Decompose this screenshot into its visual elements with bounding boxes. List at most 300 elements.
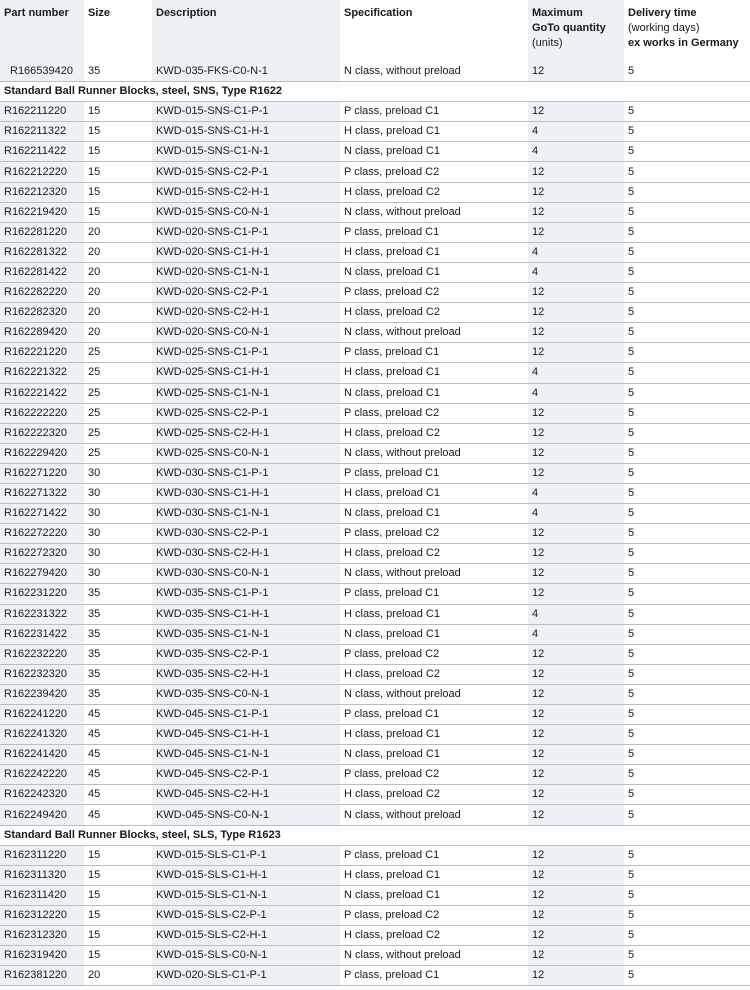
size-cell: 15 [84, 845, 152, 865]
description-cell: KWD-035-SNS-C2-P-1 [152, 644, 340, 664]
table-row [0, 303, 750, 323]
size-cell: 35 [84, 624, 152, 644]
delivery-cell: 5 [624, 102, 750, 122]
delivery-cell: 5 [624, 725, 750, 745]
quantity-cell: 12 [528, 946, 624, 966]
size-cell: 15 [84, 865, 152, 885]
table-row [0, 725, 750, 745]
part-number-cell: R162271322 [0, 483, 84, 503]
part-number-cell: R162222220 [0, 403, 84, 423]
size-cell: 35 [84, 604, 152, 624]
header-max-quantity: Maximum GoTo quantity (units) [528, 0, 624, 62]
table-row [0, 966, 750, 986]
quantity-cell: 4 [528, 604, 624, 624]
specification-cell: N class, without preload [340, 202, 528, 222]
size-cell: 15 [84, 162, 152, 182]
part-number-cell: R162281422 [0, 262, 84, 282]
table-row [0, 885, 750, 905]
table-row [0, 463, 750, 483]
size-cell: 35 [84, 664, 152, 684]
specification-cell: P class, preload C1 [340, 102, 528, 122]
table-row [0, 705, 750, 725]
part-number-cell: R162239420 [0, 684, 84, 704]
table-row [0, 684, 750, 704]
table-row [0, 564, 750, 584]
description-cell: KWD-020-SNS-C2-H-1 [152, 303, 340, 323]
size-cell: 35 [84, 684, 152, 704]
delivery-cell: 5 [624, 443, 750, 463]
part-number-cell: R162219420 [0, 202, 84, 222]
size-cell: 35 [84, 62, 152, 82]
part-number-cell: R162311220 [0, 845, 84, 865]
size-cell: 15 [84, 182, 152, 202]
size-cell: 15 [84, 102, 152, 122]
specification-cell: N class, without preload [340, 62, 528, 82]
specification-cell: N class, without preload [340, 443, 528, 463]
header-size: Size [88, 7, 111, 19]
table-row [0, 845, 750, 865]
specification-cell: N class, without preload [340, 684, 528, 704]
description-cell: KWD-045-SNS-C2-H-1 [152, 785, 340, 805]
description-cell: KWD-035-SNS-C1-P-1 [152, 584, 340, 604]
size-cell: 15 [84, 946, 152, 966]
size-cell: 30 [84, 524, 152, 544]
specification-cell: H class, preload C1 [340, 363, 528, 383]
part-number-cell: R162281322 [0, 242, 84, 262]
delivery-cell: 5 [624, 262, 750, 282]
size-cell: 15 [84, 926, 152, 946]
specification-cell: P class, preload C2 [340, 644, 528, 664]
description-cell: KWD-030-SNS-C2-P-1 [152, 524, 340, 544]
description-cell: KWD-020-SNS-C2-P-1 [152, 283, 340, 303]
description-cell: KWD-015-SNS-C1-H-1 [152, 122, 340, 142]
specification-cell: H class, preload C1 [340, 725, 528, 745]
part-number-cell: R162211220 [0, 102, 84, 122]
specification-cell: H class, preload C1 [340, 865, 528, 885]
specification-cell: N class, preload C1 [340, 885, 528, 905]
size-cell: 45 [84, 785, 152, 805]
quantity-cell: 12 [528, 182, 624, 202]
quantity-cell: 12 [528, 323, 624, 343]
table-row [0, 483, 750, 503]
specification-cell: P class, preload C1 [340, 222, 528, 242]
delivery-cell: 5 [624, 242, 750, 262]
delivery-cell: 5 [624, 765, 750, 785]
size-cell: 35 [84, 644, 152, 664]
table-row [0, 765, 750, 785]
quantity-cell: 12 [528, 303, 624, 323]
specification-cell: N class, preload C1 [340, 745, 528, 765]
delivery-cell: 5 [624, 865, 750, 885]
quantity-cell: 12 [528, 463, 624, 483]
part-number-cell: R162232220 [0, 644, 84, 664]
quantity-cell: 4 [528, 624, 624, 644]
part-number-cell: R162212320 [0, 182, 84, 202]
part-number-cell: R162282220 [0, 283, 84, 303]
quantity-cell: 12 [528, 885, 624, 905]
delivery-cell: 5 [624, 624, 750, 644]
description-cell: KWD-030-SNS-C1-P-1 [152, 463, 340, 483]
specification-cell: N class, without preload [340, 805, 528, 825]
size-cell: 45 [84, 705, 152, 725]
delivery-cell: 5 [624, 383, 750, 403]
part-number-cell: R162212220 [0, 162, 84, 182]
delivery-cell: 5 [624, 664, 750, 684]
table-row [0, 504, 750, 524]
specification-cell: P class, preload C1 [340, 966, 528, 986]
part-number-cell: R162242320 [0, 785, 84, 805]
table-row [0, 283, 750, 303]
specification-cell: P class, preload C1 [340, 343, 528, 363]
part-number-cell: R162231220 [0, 584, 84, 604]
delivery-cell: 5 [624, 845, 750, 865]
table-row [0, 624, 750, 644]
size-cell: 25 [84, 383, 152, 403]
size-cell: 30 [84, 504, 152, 524]
delivery-cell: 5 [624, 182, 750, 202]
delivery-cell: 5 [624, 403, 750, 423]
quantity-cell: 12 [528, 684, 624, 704]
size-cell: 15 [84, 122, 152, 142]
specification-cell: H class, preload C2 [340, 664, 528, 684]
part-number-cell: R162211422 [0, 142, 84, 162]
specification-cell: N class, without preload [340, 564, 528, 584]
description-cell: KWD-045-SNS-C1-N-1 [152, 745, 340, 765]
section-heading-row [0, 825, 750, 845]
size-cell: 20 [84, 262, 152, 282]
description-cell: KWD-015-SNS-C0-N-1 [152, 202, 340, 222]
table-row [0, 745, 750, 765]
description-cell: KWD-015-SNS-C2-H-1 [152, 182, 340, 202]
quantity-cell: 12 [528, 202, 624, 222]
size-cell: 45 [84, 725, 152, 745]
description-cell: KWD-030-SNS-C1-H-1 [152, 483, 340, 503]
table-row [0, 865, 750, 885]
quantity-cell: 12 [528, 564, 624, 584]
description-cell: KWD-015-SNS-C1-P-1 [152, 102, 340, 122]
part-number-cell: R162249420 [0, 805, 84, 825]
description-cell: KWD-035-SNS-C2-H-1 [152, 664, 340, 684]
table-row [0, 664, 750, 684]
quantity-cell: 12 [528, 403, 624, 423]
specification-cell: H class, preload C2 [340, 544, 528, 564]
specification-cell: H class, preload C2 [340, 182, 528, 202]
specification-cell: P class, preload C1 [340, 705, 528, 725]
description-cell: KWD-025-SNS-C2-H-1 [152, 423, 340, 443]
delivery-cell: 5 [624, 805, 750, 825]
part-number-cell: R162272220 [0, 524, 84, 544]
description-cell: KWD-020-SNS-C1-P-1 [152, 222, 340, 242]
delivery-cell: 5 [624, 283, 750, 303]
part-number-cell: R162221422 [0, 383, 84, 403]
part-number-cell: R162312220 [0, 905, 84, 925]
part-number-cell: R162311320 [0, 865, 84, 885]
specification-cell: P class, preload C1 [340, 584, 528, 604]
specification-cell: N class, preload C1 [340, 142, 528, 162]
quantity-cell: 12 [528, 222, 624, 242]
quantity-cell: 12 [528, 664, 624, 684]
size-cell: 20 [84, 283, 152, 303]
table-row [0, 162, 750, 182]
part-number-cell: R162232320 [0, 664, 84, 684]
part-number-cell: R162282320 [0, 303, 84, 323]
delivery-cell: 5 [624, 564, 750, 584]
delivery-cell: 5 [624, 303, 750, 323]
part-number-cell: R162311420 [0, 885, 84, 905]
table-row [0, 102, 750, 122]
quantity-cell: 12 [528, 745, 624, 765]
description-cell: KWD-030-SNS-C2-H-1 [152, 544, 340, 564]
size-cell: 25 [84, 343, 152, 363]
delivery-cell: 5 [624, 705, 750, 725]
size-cell: 15 [84, 905, 152, 925]
delivery-cell: 5 [624, 142, 750, 162]
quantity-cell: 12 [528, 926, 624, 946]
delivery-cell: 5 [624, 363, 750, 383]
description-cell: KWD-015-SLS-C1-P-1 [152, 845, 340, 865]
section-title: Standard Ball Runner Blocks, steel, SNS, Type R1622 [0, 82, 750, 102]
part-number-cell: R162242220 [0, 765, 84, 785]
specification-cell: H class, preload C1 [340, 122, 528, 142]
quantity-cell: 12 [528, 544, 624, 564]
quantity-cell: 4 [528, 383, 624, 403]
part-number-cell: R166539420 [0, 62, 84, 82]
quantity-cell: 12 [528, 845, 624, 865]
quantity-cell: 12 [528, 905, 624, 925]
part-number-cell: R162281220 [0, 222, 84, 242]
delivery-cell: 5 [624, 122, 750, 142]
specification-cell: H class, preload C1 [340, 242, 528, 262]
part-number-cell: R162279420 [0, 564, 84, 584]
specification-cell: N class, preload C1 [340, 624, 528, 644]
delivery-cell: 5 [624, 423, 750, 443]
size-cell: 45 [84, 745, 152, 765]
description-cell: KWD-035-SNS-C1-H-1 [152, 604, 340, 624]
table-row [0, 202, 750, 222]
description-cell: KWD-015-SNS-C1-N-1 [152, 142, 340, 162]
quantity-cell: 12 [528, 644, 624, 664]
quantity-cell: 4 [528, 363, 624, 383]
description-cell: KWD-045-SNS-C1-P-1 [152, 705, 340, 725]
table-row [0, 584, 750, 604]
delivery-cell: 5 [624, 62, 750, 82]
size-cell: 15 [84, 142, 152, 162]
description-cell: KWD-030-SNS-C1-N-1 [152, 504, 340, 524]
part-number-cell: R162312320 [0, 926, 84, 946]
description-cell: KWD-015-SLS-C2-P-1 [152, 905, 340, 925]
quantity-cell: 4 [528, 504, 624, 524]
size-cell: 30 [84, 483, 152, 503]
description-cell: KWD-045-SNS-C0-N-1 [152, 805, 340, 825]
table-row [0, 785, 750, 805]
delivery-cell: 5 [624, 684, 750, 704]
delivery-cell: 5 [624, 966, 750, 986]
specification-cell: H class, preload C1 [340, 604, 528, 624]
table-row [0, 363, 750, 383]
specification-cell: P class, preload C2 [340, 283, 528, 303]
specification-cell: N class, without preload [340, 946, 528, 966]
table-row [0, 604, 750, 624]
specification-cell: H class, preload C2 [340, 303, 528, 323]
quantity-cell: 12 [528, 765, 624, 785]
delivery-cell: 5 [624, 885, 750, 905]
delivery-cell: 5 [624, 162, 750, 182]
table-row [0, 544, 750, 564]
quantity-cell: 12 [528, 102, 624, 122]
size-cell: 25 [84, 443, 152, 463]
quantity-cell: 12 [528, 62, 624, 82]
description-cell: KWD-020-SNS-C1-H-1 [152, 242, 340, 262]
size-cell: 25 [84, 363, 152, 383]
part-number-cell: R162241320 [0, 725, 84, 745]
delivery-cell: 5 [624, 644, 750, 664]
size-cell: 15 [84, 202, 152, 222]
specification-cell: N class, preload C1 [340, 383, 528, 403]
delivery-cell: 5 [624, 343, 750, 363]
table-row [0, 142, 750, 162]
description-cell: KWD-045-SNS-C2-P-1 [152, 765, 340, 785]
quantity-cell: 4 [528, 122, 624, 142]
table-row [0, 62, 750, 82]
specification-cell: H class, preload C1 [340, 483, 528, 503]
delivery-cell: 5 [624, 905, 750, 925]
delivery-cell: 5 [624, 604, 750, 624]
table-row [0, 926, 750, 946]
table-row [0, 343, 750, 363]
description-cell: KWD-025-SNS-C1-N-1 [152, 383, 340, 403]
part-number-cell: R162231322 [0, 604, 84, 624]
delivery-cell: 5 [624, 323, 750, 343]
description-cell: KWD-025-SNS-C2-P-1 [152, 403, 340, 423]
quantity-cell: 4 [528, 483, 624, 503]
table-row [0, 262, 750, 282]
delivery-cell: 5 [624, 202, 750, 222]
table-row [0, 946, 750, 966]
quantity-cell: 12 [528, 162, 624, 182]
specification-cell: P class, preload C1 [340, 845, 528, 865]
specification-cell: P class, preload C1 [340, 463, 528, 483]
quantity-cell: 12 [528, 725, 624, 745]
table-row [0, 524, 750, 544]
table-row [0, 222, 750, 242]
part-number-cell: R162272320 [0, 544, 84, 564]
description-cell: KWD-015-SNS-C2-P-1 [152, 162, 340, 182]
description-cell: KWD-035-SNS-C1-N-1 [152, 624, 340, 644]
header-specification: Specification [344, 7, 413, 19]
specification-cell: P class, preload C2 [340, 524, 528, 544]
description-cell: KWD-025-SNS-C0-N-1 [152, 443, 340, 463]
quantity-cell: 12 [528, 785, 624, 805]
table-row [0, 323, 750, 343]
quantity-cell: 12 [528, 524, 624, 544]
quantity-cell: 12 [528, 705, 624, 725]
size-cell: 20 [84, 222, 152, 242]
delivery-cell: 5 [624, 926, 750, 946]
table-row [0, 905, 750, 925]
part-number-cell: R162271220 [0, 463, 84, 483]
section-title: Standard Ball Runner Blocks, steel, SLS, Type R1623 [0, 825, 750, 845]
part-number-cell: R162381220 [0, 966, 84, 986]
specification-cell: N class, preload C1 [340, 262, 528, 282]
part-number-cell: R162222320 [0, 423, 84, 443]
description-cell: KWD-025-SNS-C1-P-1 [152, 343, 340, 363]
quantity-cell: 12 [528, 343, 624, 363]
delivery-cell: 5 [624, 524, 750, 544]
specification-cell: P class, preload C2 [340, 162, 528, 182]
quantity-cell: 12 [528, 423, 624, 443]
description-cell: KWD-025-SNS-C1-H-1 [152, 363, 340, 383]
description-cell: KWD-015-SLS-C0-N-1 [152, 946, 340, 966]
part-number-cell: R162289420 [0, 323, 84, 343]
description-cell: KWD-015-SLS-C2-H-1 [152, 926, 340, 946]
size-cell: 30 [84, 564, 152, 584]
specification-cell: N class, preload C1 [340, 504, 528, 524]
size-cell: 15 [84, 885, 152, 905]
specification-cell: H class, preload C2 [340, 423, 528, 443]
table-row [0, 644, 750, 664]
delivery-cell: 5 [624, 463, 750, 483]
delivery-cell: 5 [624, 504, 750, 524]
delivery-cell: 5 [624, 544, 750, 564]
quantity-cell: 12 [528, 584, 624, 604]
part-number-cell: R162221220 [0, 343, 84, 363]
quantity-cell: 12 [528, 865, 624, 885]
description-cell: KWD-015-SLS-C1-N-1 [152, 885, 340, 905]
size-cell: 45 [84, 765, 152, 785]
size-cell: 25 [84, 423, 152, 443]
quantity-cell: 4 [528, 262, 624, 282]
quantity-cell: 12 [528, 966, 624, 986]
delivery-cell: 5 [624, 483, 750, 503]
size-cell: 20 [84, 323, 152, 343]
delivery-cell: 5 [624, 745, 750, 765]
specification-cell: N class, without preload [340, 323, 528, 343]
delivery-cell: 5 [624, 584, 750, 604]
size-cell: 30 [84, 544, 152, 564]
part-number-cell: R162319420 [0, 946, 84, 966]
part-number-cell: R162221322 [0, 363, 84, 383]
specification-cell: P class, preload C2 [340, 765, 528, 785]
table-row [0, 423, 750, 443]
table-row [0, 805, 750, 825]
size-cell: 45 [84, 805, 152, 825]
description-cell: KWD-020-SLS-C1-P-1 [152, 966, 340, 986]
description-cell: KWD-020-SNS-C0-N-1 [152, 323, 340, 343]
description-cell: KWD-035-FKS-C0-N-1 [152, 62, 340, 82]
description-cell: KWD-020-SNS-C1-N-1 [152, 262, 340, 282]
delivery-cell: 5 [624, 946, 750, 966]
quantity-cell: 12 [528, 443, 624, 463]
delivery-cell: 5 [624, 222, 750, 242]
table-row [0, 403, 750, 423]
table-row [0, 122, 750, 142]
section-heading-row [0, 82, 750, 102]
table-row [0, 182, 750, 202]
table-body [0, 62, 750, 986]
size-cell: 35 [84, 584, 152, 604]
table-row [0, 443, 750, 463]
quantity-cell: 4 [528, 142, 624, 162]
specification-cell: P class, preload C2 [340, 403, 528, 423]
description-cell: KWD-030-SNS-C0-N-1 [152, 564, 340, 584]
table-header [0, 0, 750, 62]
description-cell: KWD-015-SLS-C1-H-1 [152, 865, 340, 885]
quantity-cell: 12 [528, 283, 624, 303]
part-number-cell: R162241220 [0, 705, 84, 725]
description-cell: KWD-035-SNS-C0-N-1 [152, 684, 340, 704]
header-delivery-time: Delivery time (working days) ex works in Germany [628, 7, 739, 49]
size-cell: 20 [84, 242, 152, 262]
